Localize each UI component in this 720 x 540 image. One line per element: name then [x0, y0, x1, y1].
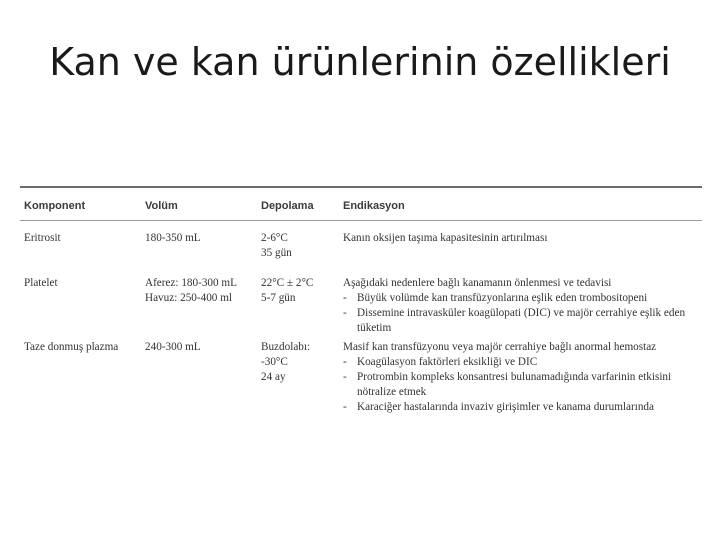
- slide-title: Kan ve kan ürünlerinin özellikleri: [49, 40, 671, 84]
- cell-volume: 240-300 mL: [145, 341, 201, 353]
- cell-volume: 180-350 mL: [145, 232, 201, 244]
- table-row-eritrosit: [20, 221, 702, 263]
- cell-component: Platelet: [24, 277, 58, 289]
- indication-bullet: - Büyük volümde kan transfüzyonlarına eşlik eden trombositopeni: [343, 292, 648, 304]
- header-storage: Depolama: [261, 200, 314, 212]
- table-header-row: [20, 188, 702, 220]
- indication-bullet: - Dissemine intravasküler koagülopati (DIC) ve majör cerrahiye eşlik eden tüketim: [343, 307, 686, 334]
- indication-bullet: - Koagülasyon faktörleri eksikliği ve DIC: [343, 356, 538, 368]
- header-component: Komponent: [24, 200, 86, 212]
- blood-products-table: [20, 186, 702, 417]
- header-volume: Volüm: [145, 200, 178, 212]
- cell-indication: [339, 263, 702, 338]
- table-row-platelet: [20, 263, 702, 338]
- header-indication: Endikasyon: [343, 200, 405, 212]
- cell-component: Eritrosit: [24, 232, 61, 244]
- cell-storage: Buzdolabı: -30°C 24 ay: [261, 341, 311, 383]
- table-row-taze-donmus-plazma: [20, 338, 702, 417]
- indication-lead: Kanın oksijen taşıma kapasitesinin artırılması: [343, 232, 548, 244]
- cell-volume: Aferez: 180-300 mL Havuz: 250-400 ml: [145, 277, 237, 304]
- cell-storage: 2-6°C 35 gün: [261, 232, 292, 259]
- indication-lead: Masif kan transfüzyonu veya majör cerrahiye bağlı anormal hemostaz: [343, 341, 657, 353]
- indication-lead: Aşağıdaki nedenlere bağlı kanamanın önlenmesi ve tedavisi: [343, 277, 612, 289]
- cell-indication: [339, 338, 702, 417]
- cell-indication: [339, 221, 702, 263]
- indication-bullet: - Protrombin kompleks konsantresi bulunamadığında varfarinin etkisini nötralize etmek: [343, 371, 672, 398]
- cell-storage: 22°C ± 2°C 5-7 gün: [261, 277, 314, 304]
- cell-component: Taze donmuş plazma: [24, 341, 119, 353]
- indication-bullet: - Karaciğer hastalarında invaziv girişimler ve kanama durumlarında: [343, 401, 654, 413]
